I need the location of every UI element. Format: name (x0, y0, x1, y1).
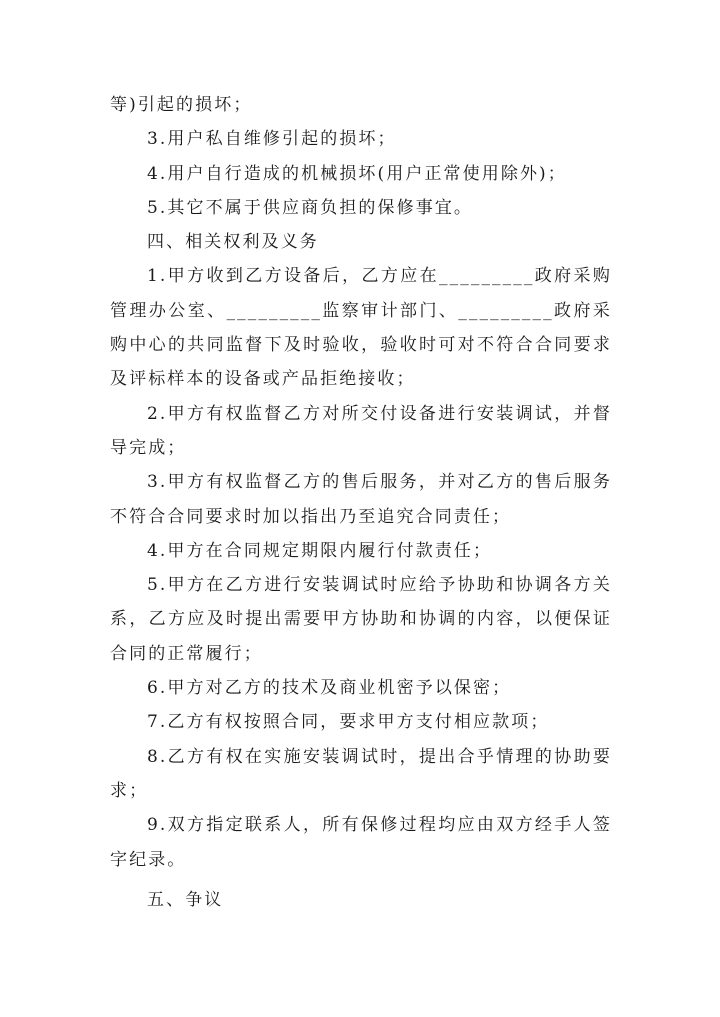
clause-8: 8.乙方有权在实施安装调试时，提出合乎情理的协助要求； (110, 746, 612, 801)
list-item-4: 4.用户自行造成的机械损坏(用户正常使用除外)； (147, 163, 567, 184)
clause-9: 9.双方指定联系人，所有保修过程均应由双方经手人签字纪录。 (110, 815, 612, 870)
section-heading-dispute: 五、争议 (147, 889, 224, 910)
clause-1: 1.甲方收到乙方设备后，乙方应在_________政府采购管理办公室、_________监察审计部门、_________政府采购中心的共同监督下及时验收，验收时可对不符合合同要求及评标样本的设备或产品拒绝接收； (110, 266, 612, 390)
paragraph-continuation: 等)引起的损坏； (110, 95, 253, 115)
list-item-5: 5.其它不属于供应商负担的保修事宜。 (147, 197, 474, 218)
clause-4: 4.甲方在合同规定期限内履行付款责任； (147, 540, 493, 561)
document-body (110, 88, 612, 917)
clause-6: 6.甲方对乙方的技术及商业机密予以保密； (147, 678, 512, 699)
clause-7: 7.乙方有权按照合同，要求甲方支付相应款项； (147, 712, 550, 733)
list-item-3: 3.用户私自维修引起的损坏； (147, 129, 397, 150)
section-heading-rights-obligations: 四、相关权利及义务 (147, 232, 319, 253)
clause-5: 5.甲方在乙方进行安装调试时应给予协助和协调各方关系，乙方应及时提出需要甲方协助和协调的内容，以便保证合同的正常履行； (110, 575, 612, 664)
clause-3: 3.甲方有权监督乙方的售后服务，并对乙方的售后服务不符合合同要求时加以指出乃至追究合同责任； (110, 472, 612, 527)
clause-2: 2.甲方有权监督乙方对所交付设备进行安装调试，并督导完成； (110, 403, 612, 458)
